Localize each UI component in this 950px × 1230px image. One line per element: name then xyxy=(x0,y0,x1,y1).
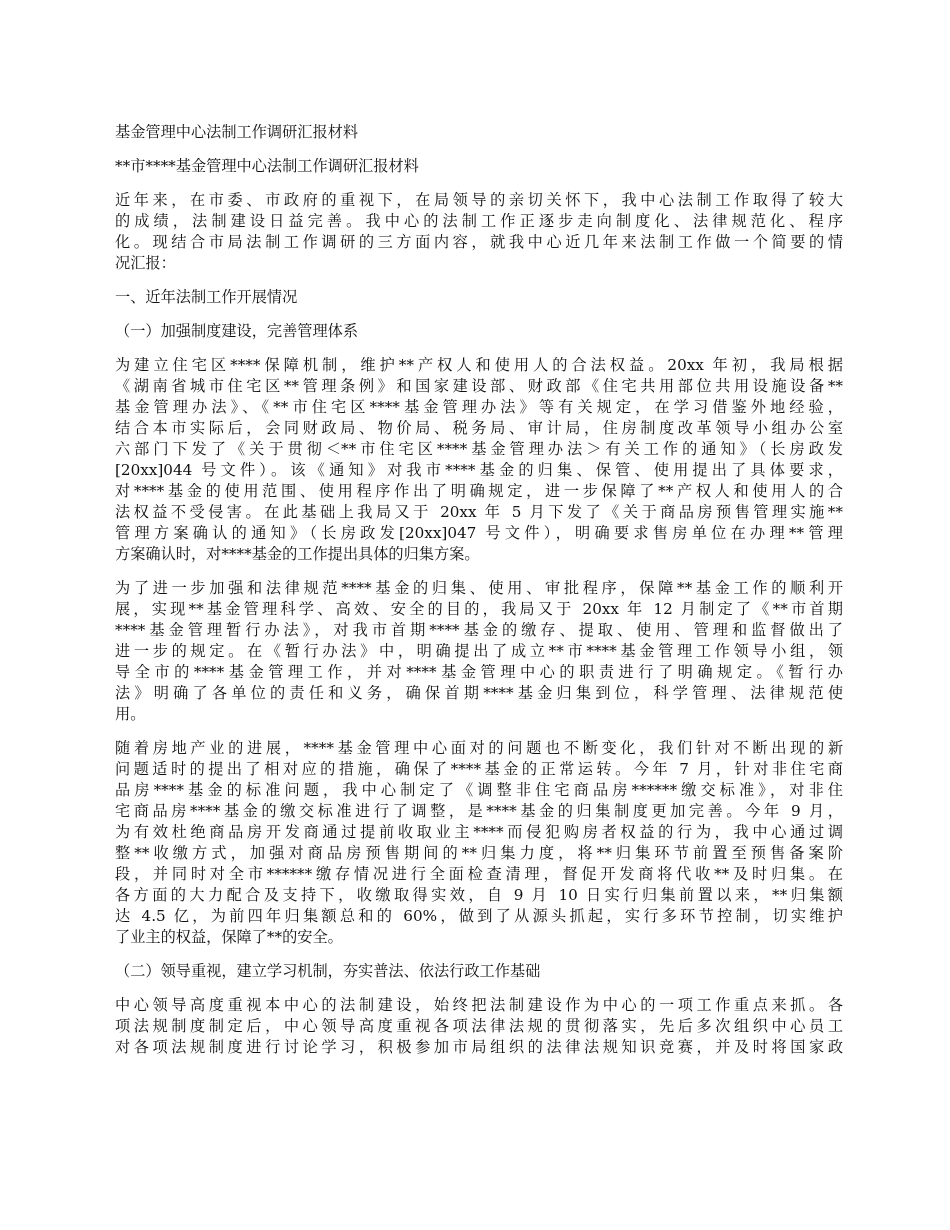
paragraph-line: 方案确认时，对****基金的工作提出具体的归集方案。 xyxy=(115,545,480,563)
paragraph-line: 法权益不受侵害。在此基础上我局又于 20xx 年 5 月下发了《关于商品房预售管理实施** xyxy=(115,503,843,521)
paragraph-line: 进一步的规定。在《暂行办法》中，明确提出了成立**市****基金管理工作领导小组，领 xyxy=(115,642,843,660)
paragraph-line: 近年来，在市委、市政府的重视下，在局领导的亲切关怀下，我中心法制工作取得了较大 xyxy=(115,191,843,209)
paragraph-line: 品房****基金的标准问题，我中心制定了《调整非住宅商品房******缴交标准》，对非住 xyxy=(115,781,843,799)
paragraph-line: 《湖南省城市住宅区**管理条例》和国家建设部、财政部《住宅共用部位共用设施设备** xyxy=(115,377,843,395)
document-subtitle xyxy=(115,156,843,177)
heading-line: （二）领导重视，建立学习机制，夯实普法、依法行政工作基础 xyxy=(115,962,541,980)
intro-paragraph xyxy=(115,190,843,274)
heading-line: 一、近年法制工作开展情况 xyxy=(115,288,298,306)
paragraph-line: 为有效杜绝商品房开发商通过提前收取业主****而侵犯购房者权益的行为，我中心通过调 xyxy=(115,823,843,841)
paragraph-line: 的成绩，法制建设日益完善。我中心的法制工作正逐步走向制度化、法律规范化、程序 xyxy=(115,212,843,230)
paragraph-line: 为了进一步加强和法律规范****基金的归集、使用、审批程序，保障**基金工作的顺利开 xyxy=(115,579,843,597)
body-paragraph-1 xyxy=(115,355,843,565)
paragraph-line: 基金管理办法》、《**市住宅区****基金管理办法》等有关规定，在学习借鉴外地经验， xyxy=(115,398,843,416)
paragraph-line: 结合本市实际后，会同财政局、物价局、税务局、审计局，住房制度改革领导小组办公室 xyxy=(115,419,843,437)
paragraph-line: 项法规制度制定后，中心领导高度重视各项法律法规的贯彻落实，先后多次组织中心员工 xyxy=(115,1017,843,1035)
body-paragraph-3 xyxy=(115,738,843,948)
section-heading-1 xyxy=(115,287,843,308)
paragraph-line: 管理方案确认的通知》（长房政发[20xx]047 号文件），明确要求售房单位在办理**管理 xyxy=(115,524,843,542)
paragraph-line: 中心领导高度重视本中心的法制建设，始终把法制建设作为中心的一项工作重点来抓。各 xyxy=(115,996,843,1014)
paragraph-line: 对****基金的使用范围、使用程序作出了明确规定，进一步保障了**产权人和使用人的合 xyxy=(115,482,843,500)
paragraph-line: 达 4.5 亿，为前四年归集额总和的 60%，做到了从源头抓起，实行多环节控制，切实维护 xyxy=(115,907,843,925)
body-paragraph-2 xyxy=(115,578,843,725)
title-line: 基金管理中心法制工作调研汇报材料 xyxy=(115,123,358,141)
document-page xyxy=(115,122,843,1071)
paragraph-line: 用。 xyxy=(115,705,146,723)
paragraph-line: 各方面的大力配合及支持下，收缴取得实效，自 9 月 10 日实行归集前置以来，**归集额 xyxy=(115,886,843,904)
paragraph-line: 段，并同时对全市******缴存情况进行全面检查清理，督促开发商将代收**及时归集。在 xyxy=(115,865,843,883)
body-paragraph-4 xyxy=(115,995,843,1058)
subtitle-line: **市****基金管理中心法制工作调研汇报材料 xyxy=(115,157,419,175)
paragraph-line: ****基金管理暂行办法》，对我市首期****基金的缴存、提取、使用、管理和监督做出了 xyxy=(115,621,843,639)
paragraph-line: 整**收缴方式，加强对商品房预售期间的**归集力度，将**归集环节前置至预售备案阶 xyxy=(115,844,843,862)
document-title xyxy=(115,122,843,143)
paragraph-line: [20xx]044 号文件）。该《通知》对我市****基金的归集、保管、使用提出了具体要求， xyxy=(115,461,843,479)
paragraph-line: 了业主的权益，保障了**的安全。 xyxy=(115,928,343,946)
paragraph-line: 问题适时的提出了相对应的措施，确保了****基金的正常运转。今年 7 月，针对非住宅商 xyxy=(115,760,843,778)
paragraph-line: 对各项法规制度进行讨论学习，积极参加市局组织的法律法规知识竞赛，并及时将国家政 xyxy=(115,1038,843,1056)
heading-line: （一）加强制度建设，完善管理体系 xyxy=(115,322,358,340)
subsection-heading-2 xyxy=(115,961,843,982)
paragraph-line: 化。现结合市局法制工作调研的三方面内容，就我中心近几年来法制工作做一个简要的情 xyxy=(115,233,843,251)
paragraph-line: 况汇报： xyxy=(115,254,176,272)
paragraph-line: 随着房地产业的进展，****基金管理中心面对的问题也不断变化，我们针对不断出现的新 xyxy=(115,739,843,757)
paragraph-line: 六部门下发了《关于贯彻＜**市住宅区****基金管理办法＞有关工作的通知》（长房政发 xyxy=(115,440,843,458)
paragraph-line: 法》明确了各单位的责任和义务，确保首期****基金归集到位，科学管理、法律规范使 xyxy=(115,684,843,702)
paragraph-line: 宅商品房****基金的缴交标准进行了调整，是****基金的归集制度更加完善。今年 9 月， xyxy=(115,802,843,820)
paragraph-line: 为建立住宅区****保障机制，维护**产权人和使用人的合法权益。20xx 年初，我局根据 xyxy=(115,356,843,374)
paragraph-line: 导全市的****基金管理工作，并对****基金管理中心的职责进行了明确规定。《暂行办 xyxy=(115,663,843,681)
paragraph-line: 展，实现**基金管理科学、高效、安全的目的，我局又于 20xx 年 12 月制定了《**市首期 xyxy=(115,600,843,618)
subsection-heading-1 xyxy=(115,321,843,342)
